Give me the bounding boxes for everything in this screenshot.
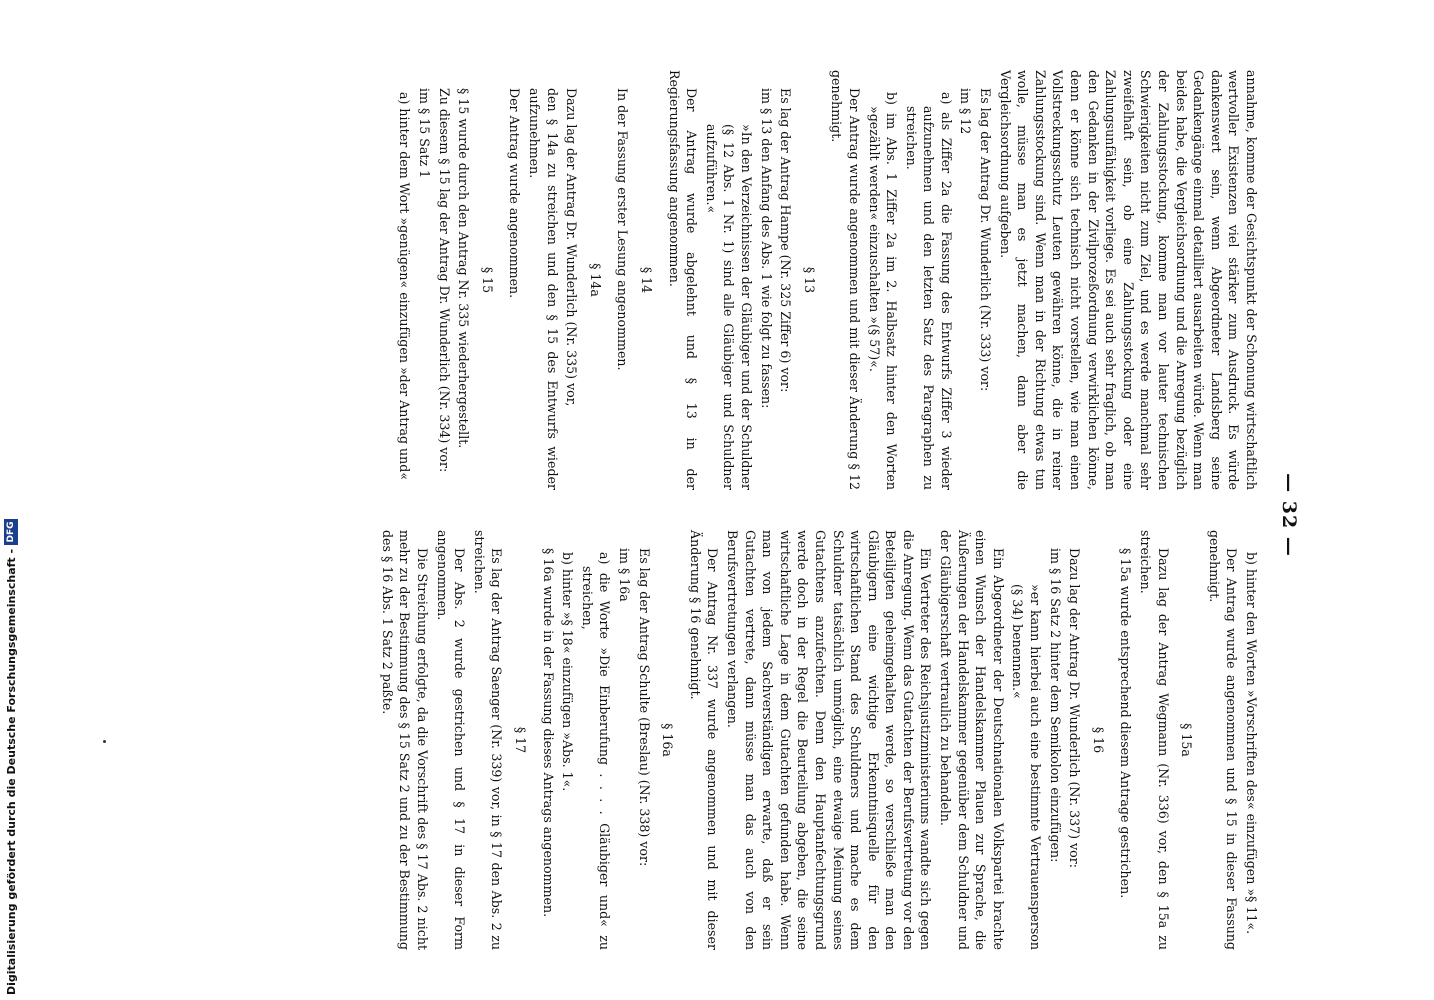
rotated-page-content bbox=[190, 70, 1300, 960]
paragraph: im § 13 den Anfang des Abs. 1 wie folgt zu fassen: bbox=[758, 88, 774, 409]
paragraph: Die Streichung erfolgte, da die Vorschrift des § 17 Abs. 2 nicht mehr zu der Bestimmung des § 15 Satz 2 und zu der Bestimmung des § 16 Abs. 1 Satz 2 paßte. bbox=[379, 530, 431, 950]
section-heading: § 16 bbox=[1090, 726, 1106, 754]
paragraph: im § 16 Satz 2 hinter dem Semikolon einzufügen: bbox=[1047, 548, 1063, 863]
document-page bbox=[190, 70, 1300, 960]
paragraph: Ein Vertreter des Reichsjustizministeriums wandte sich gegen die Anregung. Wenn das Gutachten der Berufsvertretung vor den Beteiligten geheimgehalten werde, so verschließe man den Gläubigern eine wichtige Erkenntnisquelle für den wirtschaftlichen Stand des Schuldners und mache es dem Schuldner tatsächlich unmöglich, eine etwaige Meinung seines Gutachtens anzufechten. Denn den Hauptanfechtungsgrund werde doch in der Regel die Beurteilung abgeben, die seine wirtschaftliche Lage in dem Gutachten gefunden habe. Wenn man von jedem Sachverständigen erwarte, daß er sein Gutachten vertrete, dann müsse man das auch von den Berufsvertretungen verlangen. bbox=[724, 530, 934, 950]
paragraph: Dazu lag der Antrag Dr. Wunderlich (Nr. 337) vor: bbox=[1067, 548, 1083, 868]
section-heading: § 14a bbox=[587, 263, 603, 297]
paragraph: § 15 wurde durch den Antrag Nr. 335 wiederhergestellt. bbox=[456, 88, 472, 449]
paragraph: »In den Verzeichnissen der Gläubiger und der Schuldner (§ 12 Abs. 1 Nr. 1) sind alle Gläubiger und Schuldner aufzuführen.« bbox=[703, 124, 754, 490]
paragraph: Der Antrag wurde angenommen und mit dieser Änderung § 12 genehmigt. bbox=[829, 70, 862, 490]
paragraph: Der Antrag wurde angenommen. bbox=[507, 88, 523, 299]
dfg-logo: DFG bbox=[4, 519, 18, 545]
paragraph: annahme, komme der Gesichtspunkt der Schonung wirtschaftlich wertvoller Existenzen viel stärker zum Ausdruck. Es würde dankenswert sein, wenn Abgeordneter Landsberg seine Gedankengänge einmal detailliert ausarbeiten würde. Wenn man beides habe, die Vergleichsordnung und die Anregung bezüglich der Zahlungsstockung, komme man vor lauter technischen Schwierigkeiten nicht zum Ziel, und es werde manchmal sehr zweifelhaft sein, ob eine Zahlungsstockung oder eine Zahlungsunfähigkeit vorliege. Es sei auch sehr fraglich, ob man den Gedanken in der Zivilprozeßordnung verwirklichen könne, denn er könne sich technisch nicht vorstellen, wie man einen Vollstreckungsschutz Leuten gewähren könne, die in reiner Zahlungsstockung sind. Wenn man in der Richtung etwas tun wolle, müsse man es jetzt machen, dann aber die Vergleichsordnung aufgeben. bbox=[997, 70, 1259, 490]
paragraph: § 16a wurde in der Fassung dieses Antrags angenommen. bbox=[540, 548, 556, 918]
paragraph: Der Antrag wurde abgelehnt und § 13 in der Regierungsfassung angenommen. bbox=[666, 70, 700, 490]
paragraph: Es lag der Antrag Schulte (Breslau) (Nr. 338) vor: bbox=[636, 548, 652, 867]
paragraph: im § 15 Satz 1 bbox=[417, 88, 433, 179]
right-text-column bbox=[200, 530, 1260, 950]
section-heading: § 13 bbox=[801, 266, 817, 294]
paragraph: Dazu lag der Antrag Wegmann (Nr. 336) vor, den § 15a zu streichen. bbox=[1138, 530, 1171, 950]
digitization-credit bbox=[2, 0, 20, 995]
scan-speck bbox=[103, 740, 106, 743]
paragraph: Der Antrag Nr. 337 wurde angenommen und mit dieser Änderung § 16 genehmigt. bbox=[687, 530, 721, 950]
paragraph: a) die Worte »Die Einberufung . . . . Gläubiger und« zu streichen, bbox=[579, 552, 613, 950]
paragraph: b) im Abs. 1 Ziffer 2a im 2. Halbsatz hinter den Worten »gezählt werden« einzuschalten »(§ 57)«. bbox=[866, 92, 900, 490]
paragraph: Der Antrag wurde angenommen und § 15 in dieser Fassung genehmigt. bbox=[1206, 530, 1240, 950]
paragraph: In der Fassung erster Lesung angenommen. bbox=[615, 88, 631, 371]
paragraph: Ein Abgeordneter der Deutschnationalen Volkspartei brachte einen Wunsch der Handelskammer Plauen zur Sprache, die Äußerungen der Handelskammer gegenüber dem Schuldner und der Gläubigerschaft vertraulich zu behandeln. bbox=[938, 530, 1006, 950]
paragraph: § 15a wurde entsprechend diesem Antrage gestrichen. bbox=[1118, 548, 1134, 899]
paragraph: den § 14a zu streichen und den § 15 des Entwurfs wieder aufzunehmen. bbox=[527, 88, 560, 490]
section-heading: § 15a bbox=[1179, 723, 1195, 757]
paragraph: b) hinter den Worten »Vorschriften des« einzufügen »§ 11«. bbox=[1244, 552, 1259, 935]
paragraph: Dazu lag der Antrag Dr. Wunderlich (Nr. 335) vor, bbox=[564, 88, 580, 407]
section-heading: § 14 bbox=[639, 266, 654, 294]
section-heading: § 17 bbox=[513, 726, 529, 754]
paragraph: Zu diesem § 15 lag der Antrag Dr. Wunderlich (Nr. 334) vor: bbox=[436, 88, 452, 473]
left-text-column bbox=[200, 70, 1260, 490]
paragraph: Der Abs. 2 wurde gestrichen und § 17 in dieser Form angenommen. bbox=[434, 530, 468, 950]
paragraph: b) hinter »§ 18« einzufügen »Abs. 1«. bbox=[560, 552, 576, 792]
section-heading: § 16a bbox=[660, 723, 676, 757]
section-heading: § 15 bbox=[479, 266, 495, 294]
paragraph: Es lag der Antrag Hampe (Nr. 325 Ziffer 6) vor: bbox=[778, 88, 794, 393]
paragraph: Es lag der Antrag Saenger (Nr. 339) vor, in § 17 den Abs. 2 zu streichen. bbox=[471, 530, 505, 950]
paragraph: Es lag der Antrag Dr. Wunderlich (Nr. 333) vor: bbox=[978, 88, 994, 392]
paragraph: im § 12 bbox=[958, 88, 974, 135]
page-number: — 32 — bbox=[1278, 473, 1300, 557]
paragraph: a) hinter dem Wort »genügen« einzufügen »der Antrag und« bbox=[397, 92, 413, 481]
credit-text: Digitalisierung gefördert durch die Deutsche Forschungsgemeinschaft - bbox=[4, 548, 18, 995]
paragraph: »er kann hierbei auch eine bestimmte Vertrauensperson (§ 34) benennen.« bbox=[1010, 584, 1044, 950]
paragraph: a) als Ziffer 2a die Fassung des Entwurfs Ziffer 3 wieder aufzunehmen und den letzten Satz des Paragraphen zu streichen. bbox=[903, 92, 954, 490]
paragraph: im § 16a bbox=[617, 548, 632, 602]
